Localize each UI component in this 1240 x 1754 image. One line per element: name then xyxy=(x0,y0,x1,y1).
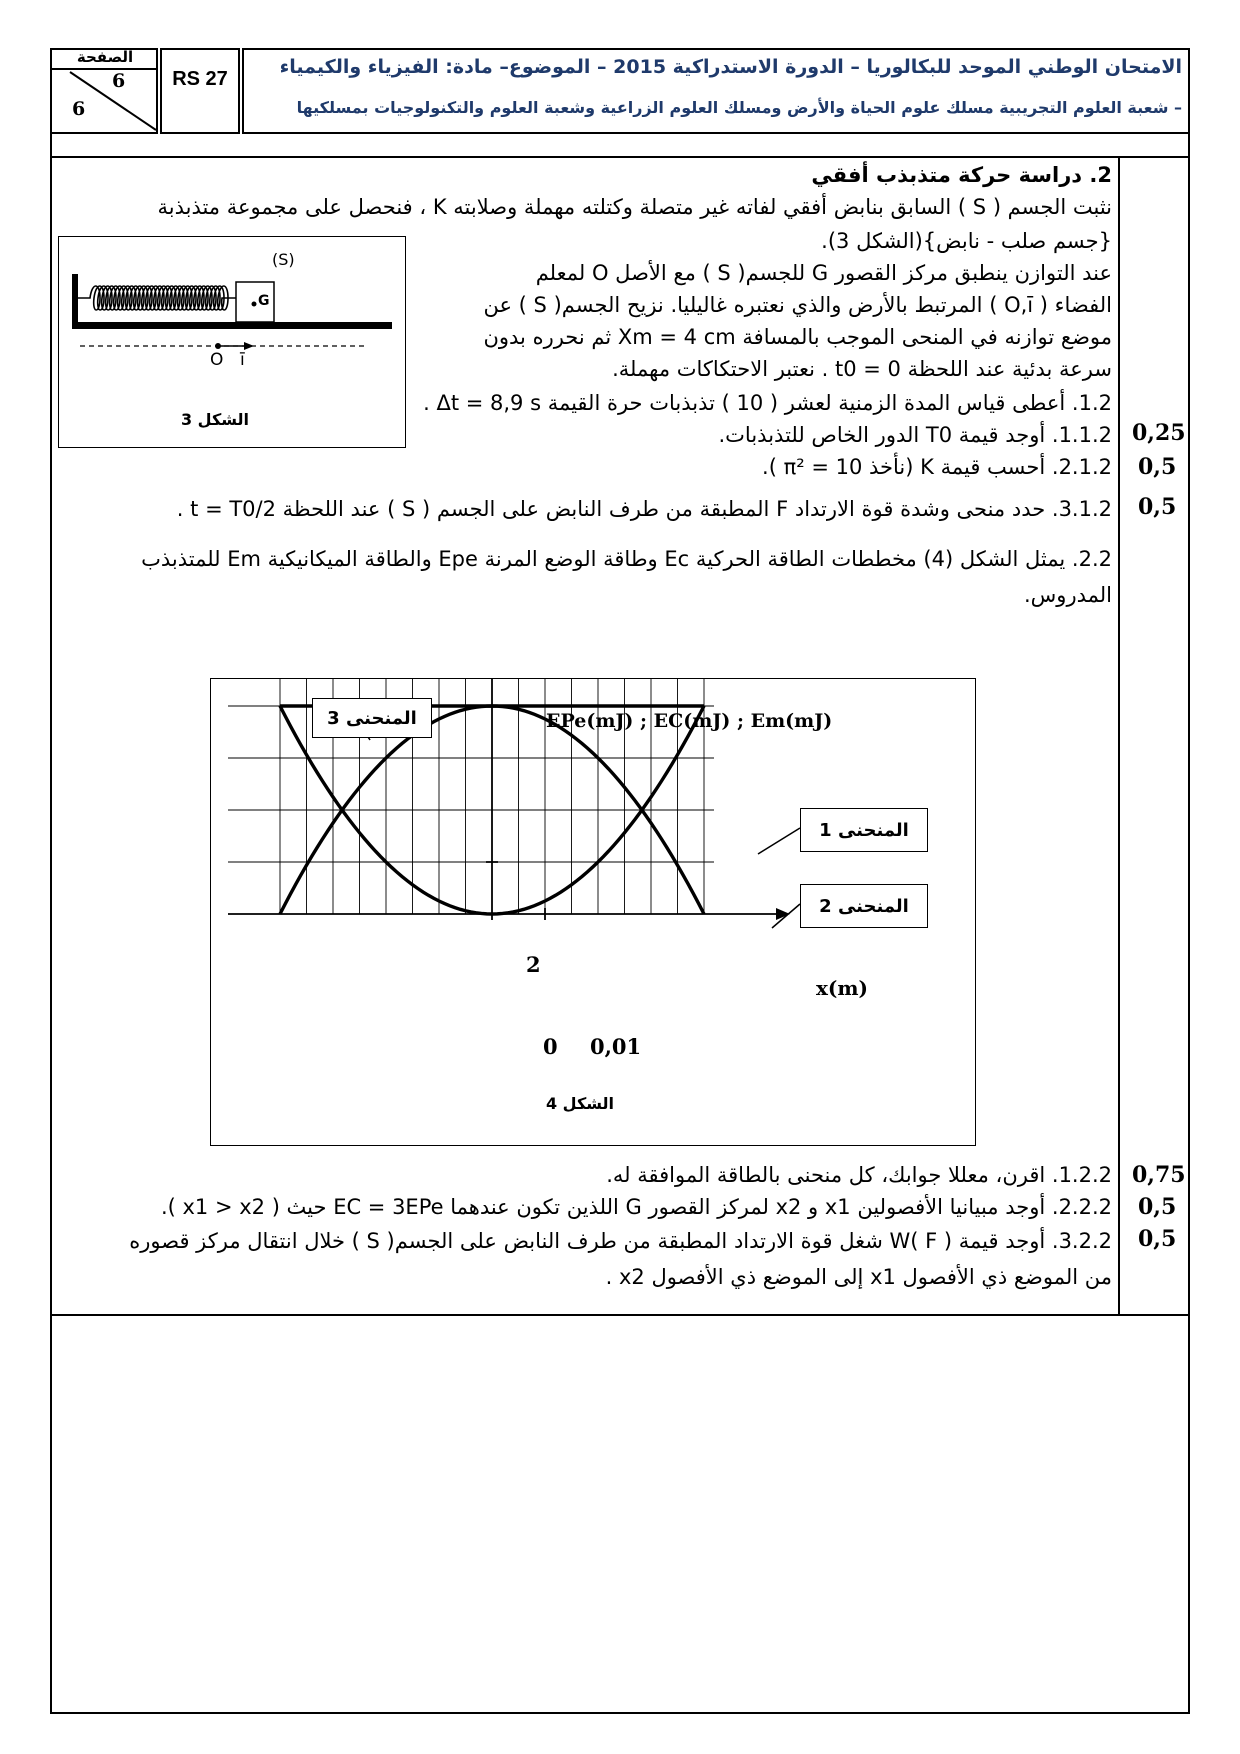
points-q212: 0,5 xyxy=(1138,454,1177,480)
question-1-2-2: 1.2.2. اقرن، معللا جوابك، كل منحنى بالطاقة الموافقة له. xyxy=(606,1163,1112,1187)
curve3-label: المنحنى 3 xyxy=(312,698,432,738)
frame-bottom xyxy=(50,1712,1190,1714)
page-box-diagonal xyxy=(50,70,158,134)
paragraph-line5: موضع توازنه في المنحى الموجب بالمسافة Xm = 4 cm ثم نحرره بدون xyxy=(483,325,1112,349)
question-3-1-2: 3.1.2. حدد منحى وشدة قوة الارتداد F المطبقة من طرف النابض على الجسم ( S ) عند اللحظة t = T0/2 . xyxy=(176,497,1112,521)
paragraph-line3: عند التوازن ينطبق مركز القصور G للجسم( S ) مع الأصل O لمعلم xyxy=(535,261,1112,285)
points-q122: 0,75 xyxy=(1132,1162,1186,1188)
points-q322: 0,5 xyxy=(1138,1226,1177,1252)
frame-right xyxy=(1188,134,1190,1714)
points-column-divider xyxy=(1118,156,1120,1316)
question-1-1-2: 1.1.2. أوجد قيمة T0 الدور الخاص للتذبذبات. xyxy=(718,423,1112,447)
spring xyxy=(78,286,236,310)
header-title-line2: – شعبة العلوم التجريبية مسلك علوم الحياة والأرض ومسلك العلوم الزراعية وشعبة العلوم والتكنولوجيات بمسلكيها xyxy=(296,98,1182,117)
unit-vector-arrowhead xyxy=(244,342,254,350)
section-heading: 2. دراسة حركة متذبذب أفقي xyxy=(811,163,1112,187)
curve2-label: المنحنى 2 xyxy=(800,884,928,928)
header-title-line1: الامتحان الوطني الموحد للبكالوريا – الدورة الاستدراكية 2015 – الموضوع– مادة: الفيزياء والكيمياء xyxy=(279,56,1182,78)
center-of-mass-dot xyxy=(252,302,257,307)
chart-tick-y-2: 2 xyxy=(526,952,541,977)
question-1-2: 1.2. أعطى قياس المدة الزمنية لعشر ( 10 ) تذبذبات حرة القيمة Δt = 8,9 s . xyxy=(423,391,1112,415)
figure3-label-S: (S) xyxy=(272,250,295,269)
page-total: 6 xyxy=(72,98,86,120)
figure3-label-O: O xyxy=(210,350,224,370)
chart-y-axis-label xyxy=(546,710,832,732)
section-bottom-divider xyxy=(50,1314,1190,1316)
question-2-1-2: 2.1.2. أحسب قيمة K (نأخذ π² = 10 ). xyxy=(762,455,1112,479)
frame-top xyxy=(50,156,1190,158)
paragraph-line2: {جسم صلب - نابض}(الشكل 3). xyxy=(821,229,1112,253)
code-box xyxy=(160,48,240,134)
figure4-caption: الشكل 4 xyxy=(545,1094,615,1113)
curve1-label: المنحنى 1 xyxy=(800,808,928,852)
chart-x-axis-label: x(m) xyxy=(816,976,869,1000)
points-q312: 0,5 xyxy=(1138,494,1177,520)
points-q222: 0,5 xyxy=(1138,1194,1177,1220)
chart-callouts xyxy=(348,706,800,928)
curve1-leader xyxy=(758,828,800,854)
points-q112: 0,25 xyxy=(1132,420,1186,446)
figure3-label-G: G xyxy=(258,293,270,309)
question-2-2-line1: 2.2. يمثل الشكل (4) مخططات الطاقة الحركية Ec وطاقة الوضع المرنة Epe والطاقة الميكانيكية Em للمتذبذب xyxy=(141,547,1112,571)
paragraph-line4: الفضاء ( O,ī ) المرتبط بالأرض والذي نعتبره غاليليا. نزيح الجسم( S ) عن xyxy=(483,293,1112,317)
page-label: الصفحة xyxy=(76,48,134,66)
paragraph-line1: نثبت الجسم ( S ) السابق بنابض أفقي لفاته غير متصلة وكتلته مهملة وصلابته K ، فنحصل على مجموعة متذبذبة xyxy=(157,195,1112,219)
figure3-caption: الشكل 3 xyxy=(180,410,250,429)
chart-tick-x-0: 0 xyxy=(543,1034,558,1059)
figure3-label-i: ī xyxy=(240,350,245,370)
exam-code: RS 27 xyxy=(172,68,228,90)
chart-tick-x-001: 0,01 xyxy=(590,1034,642,1059)
question-3-2-2-line1: 3.2.2. أوجد قيمة W( F ) شغل قوة الارتداد المطبقة من طرف النابض على الجسم( S ) خلال انتقال مركز قصوره xyxy=(129,1229,1112,1253)
chart-y-axis-label-text: EPe(mJ) ; EC(mJ) ; Em(mJ) xyxy=(546,710,833,732)
paragraph-line6: سرعة بدئية عند اللحظة t0 = 0 . نعتبر الاحتكاكات مهملة. xyxy=(612,357,1112,381)
frame-left xyxy=(50,134,52,1714)
question-2-2-2: 2.2.2. أوجد مبيانيا الأفصولين x1 و x2 لمركز القصور G اللذين تكون عندهما EC = 3EPe حيث ( x1 > x2 ). xyxy=(160,1195,1112,1219)
page-number: 6 xyxy=(112,70,126,92)
question-2-2-line2: المدروس. xyxy=(1024,583,1112,607)
question-3-2-2-line2: من الموضع ذي الأفصول x1 إلى الموضع ذي الأفصول x2 . xyxy=(605,1265,1112,1289)
